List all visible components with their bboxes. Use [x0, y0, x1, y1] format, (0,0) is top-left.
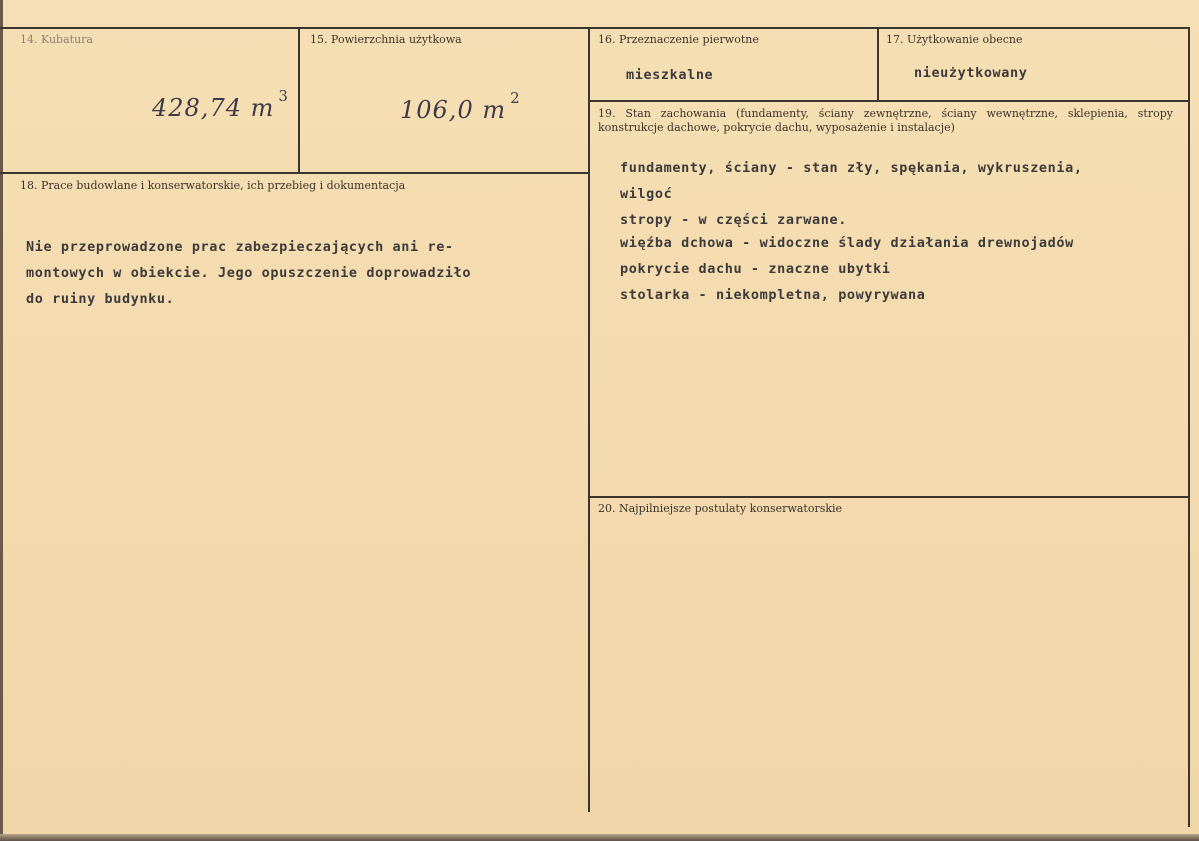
field-16-value: mieszkalne	[626, 67, 714, 83]
field-18-line: montowych w obiekcie. Jego opuszczenie doprowadziło	[26, 265, 472, 281]
field-15-number: 106,0 m	[400, 96, 507, 124]
field-14-value	[152, 87, 289, 122]
field-19-line: stolarka - niekompletna, powyrywana	[620, 287, 926, 303]
field-14-unit-exponent: 3	[278, 87, 289, 105]
rule-below-16-17	[590, 100, 1190, 102]
field-16-label: 16. Przeznaczenie pierwotne	[598, 33, 759, 46]
field-20-label: 20. Najpilniejsze postulaty konserwatorskie	[598, 502, 843, 515]
field-14-number: 428,74 m	[152, 94, 275, 122]
top-rule	[0, 27, 1190, 29]
rule-below-19	[590, 496, 1190, 498]
field-18-line: Nie przeprowadzone prac zabezpieczających ani re-	[26, 239, 454, 255]
field-14-label: 14. Kubatura	[20, 33, 93, 46]
field-19-line: stropy - w części zarwane.	[620, 212, 847, 228]
field-19-line: fundamenty, ściany - stan zły, spękania, wykruszenia,	[620, 160, 1083, 176]
divider-14-15	[298, 27, 300, 172]
divider-main	[588, 27, 590, 812]
rule-below-14-15	[0, 172, 590, 174]
field-19-line: więźba dchowa - widoczne ślady działania drewnojadów	[620, 235, 1074, 251]
field-17-label: 17. Użytkowanie obecne	[886, 33, 1023, 46]
card-left-edge	[0, 0, 3, 841]
divider-16-17	[877, 27, 879, 100]
field-19-label: 19. Stan zachowania (fundamenty, ściany zewnętrzne, ściany wewnętrzne, sklepienia, stropy konstrukcje dachowe, pokrycie dachu, wyposażenie i instalacje)	[598, 107, 1173, 134]
field-15-value	[400, 89, 521, 124]
field-19-line: pokrycie dachu - znaczne ubytki	[620, 261, 891, 277]
card-bottom-edge	[0, 834, 1199, 841]
right-border	[1188, 27, 1190, 827]
field-18-label: 18. Prace budowlane i konserwatorskie, ich przebieg i dokumentacja	[20, 179, 406, 192]
field-18-line: do ruiny budynku.	[26, 291, 175, 307]
field-15-unit-exponent: 2	[510, 89, 521, 107]
field-19-line: wilgoć	[620, 186, 673, 202]
field-17-value: nieużytkowany	[914, 65, 1028, 81]
field-15-label: 15. Powierzchnia użytkowa	[310, 33, 462, 46]
